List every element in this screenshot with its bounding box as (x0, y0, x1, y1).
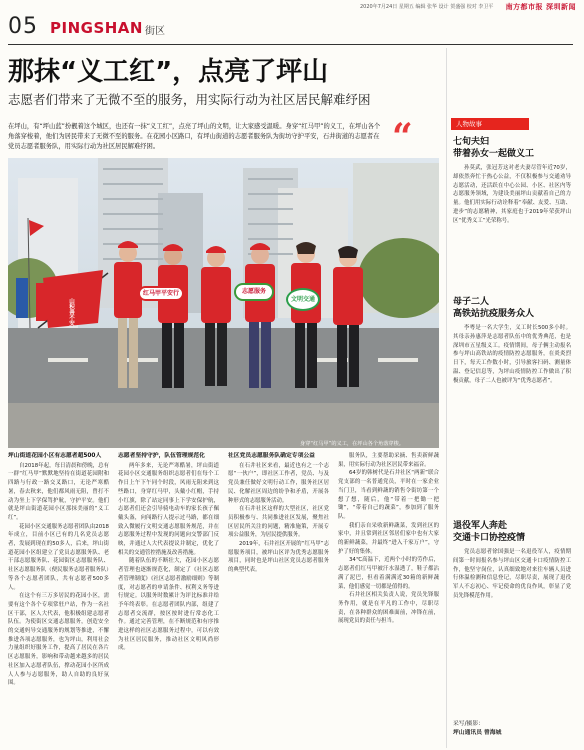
photo-sign-1: 红马甲平安行 (138, 286, 184, 301)
article-paragraph: 两年多来，无论严寒酷暑，坪山街道花园小区交通服务组织志愿者们在每个工作日上午下午同个时段，风雨无阻来到这些路口，身穿红马甲，头戴小红帽，手持小红旗，除了站定同事上下学安保护航，志愿者们还会引导骑电动车的家长孩子佩戴头盔，向闯路行人提示过马路，都在细致入微履行文明交通志愿服务规范，并在志愿服务过程中发现的问题向交警部门反映，并通过人大代表提议并制定，优化了相关的交通管控措施及改善措施。 (118, 462, 219, 556)
story-title-3 (453, 520, 525, 544)
page-category: 街区 (145, 26, 165, 37)
article-paragraph: 随着队伍的不断壮大，花园小区志愿者管理也逐渐规范化，制定了《社区志愿者管理制度》《社区志愿者激励细则》等制度，对志愿者的申请条件、权利义务等进行规定。以服务时数累计为评比标准并给予年终表彰。在志愿者团队内部，组建了志愿者交流群，按区按时进行常态化工作。通过完善管理，在不断规范和有序推进这样的社区志愿服务过程中，可以有效为社区居民服务，推动社区文明风尚形成。 (118, 558, 219, 652)
byline-name: 坪山通讯员 曾海城 (453, 730, 502, 736)
story-paragraph: 孙莫武，张冠芳这对老夫妻尽管年近70岁，却依然奔忙于热心公益，不仅积极参与交通劝导志愿活动，还活跃在中心公园、小区、社区内等志愿服务领域，为建设美丽坪山贡献着自己的力量。他们用实际行动诠释着“奉献、友爱、互助、进步”的志愿精神，其家庭也于2019年荣获坪山区“优秀义工”光荣称号。 (453, 165, 571, 224)
story-title-line: 退役军人奔赴 (453, 521, 508, 531)
story-body-3 (453, 548, 571, 718)
lead-paragraph: 在坪山，有“坪山蓝”扮靓着这个城区，也还有一抹“义工红”，点亮了坪山的文明，让大家感受温暖。身穿“红马甲”的义工，在坪山各个角落穿梭着，他们为居民带来了无微不至的服务。在花园小区路口，有坪山街道的志愿者服务队为街坊守护平安，石井街道的志愿者在党员志愿者服务队，用实际行动为社区居民解难纾困。 (8, 123, 381, 150)
article-paragraph: 2019年，石井社区开展的“红马甲”志愿服务项目，被坪山区评为优秀志愿服务项目，同时也是坪山社区党员志愿者服务的典型代表。 (228, 541, 329, 574)
section-heading: 志愿者坚持守护，队伍管理规范化 (118, 453, 205, 459)
article-column-4 (338, 452, 439, 744)
article-body (8, 452, 439, 744)
story-paragraph: 李粤是一名大学生，义工时长500多小时。其母亲孙惠萍是志愿者队伍中的优秀典范，也是深圳市五星级义工。疫情期间，母子俩主动报名参与坪山高铁站的疫情防控志愿服务，在炎炎烈日下，每天工作数小时，引导旅客扫码、测量体温、登记信息等，为坪山疫情防控工作做出了积极贡献，母子二人也被评为“优秀志愿者”。 (453, 325, 571, 384)
page-meta: 2020年7月24日 星期五 编辑 张华 设计 贺盛强 校对 李卫平 (360, 4, 494, 10)
article-paragraph: 服务队，主要帮助采摘、售卖新鲜蔬果，用实际行动为社区居民带来福音。 (338, 453, 439, 468)
story-title-line: 七旬夫妇 (453, 137, 490, 147)
section-heading: 社区党员志愿服务队确定专项公益 (228, 453, 315, 459)
sidebar-people-stories (446, 48, 576, 748)
article-paragraph: 在这个有三万多居民的花园小区，需要有这个各个专项常驻户站，作为一名社区干部，区人大代表，他积极组建志愿者队伍。为使街区交通志愿服务，创造安全的交通妈导交通服务的规划等推进，不懈推进各项志愿服务，也为坪山，利用社会力量组织好服务工作，提高了居民在各片区志愿服务，影响和带动越来越多的居民社区加入志愿者队伍，撑动花园小区所成人人参与志愿服务，助人自助的良好氛围。 (8, 593, 109, 687)
volunteers-photo (8, 158, 439, 448)
subtitle: 志愿者们带来了无微不至的服务，用实际行动为社区居民解难纾困 (8, 92, 371, 107)
header-rule (8, 44, 573, 45)
article-paragraph: 64岁的韩树代是石井社区“两新”联合党支部的一名普通党员，平时在一家企业当门卫，当看到鲜蔬的销售令街坊第一个想了想，随后，他“带着一把锄一把锄”，“带着自己的蔬菜”，参加到了服务队。 (338, 470, 439, 520)
byline (453, 720, 501, 738)
article-paragraph: 花园小区交通服务志愿者团队由2018年成立，目前小区已有的几名党员志愿者，发展到现在的50多人，后来，坪山街道花园小区组建立了党员志愿服务队、老干部志愿服务队、花园街区志愿服务队、社区志愿服务队（便民服务志愿者服务队）等各个志愿者团队，共有志愿者500多人。 (8, 523, 109, 591)
story-title-1 (453, 136, 534, 160)
photo-sign-3: 文明交通 (286, 288, 320, 311)
article-paragraph: 在石井社区来看，最近也有之一个志愿“一伙户”，即社区工作者，党员、与及党员兼任做好文明行动工作，服务社区居民、化解社区周边的纷争和矛盾，开展各种形式的志愿服务活动。 (228, 462, 329, 504)
photo-sign-2: 志愿服务 (234, 283, 274, 301)
story-title-line: 高铁站抗疫服务众人 (453, 309, 535, 319)
masthead: 南方都市报 深圳新闻 (505, 3, 576, 11)
story-paragraph: 党员志愿者徐国强是一名退役军人，疫情期间第一时间报名参与坪山区交通卡口疫情防控工作，他坚守岗位，认真细致地对来往车辆人员进行体温检测和信息登记，尽职尽责，展现了退役军人不忘初心、牢记使命的优良作风，彰显了党员先锋模范作用。 (453, 549, 571, 599)
photo-sign-4: 山积善不安 (68, 298, 74, 326)
byline-label: 采写/摄影： (453, 721, 484, 727)
headline: 那抹“义工红”，点亮了坪山 (8, 57, 329, 87)
story-body-2 (453, 324, 571, 524)
article-paragraph: 我们亲自采收新鲜蔬菜，发到社区的家中，并且常到社区邻居们家中也有大家的新鲜蔬菜，并最终“进入千家万户”，守护了好的集体。 (338, 522, 439, 555)
story-body-1 (453, 164, 571, 294)
article-paragraph: 石井社区相关负责人说，党员先锋服务作用，就是在平凡的工作中，尽职尽责，在各种群众的困难面前，冲锋在前，展现党员的责任与担当。 (338, 592, 439, 625)
page-section-name: PINGSHAN (50, 19, 143, 37)
story-title-line: 母子二人 (453, 297, 490, 307)
article-column-3 (228, 452, 329, 744)
article-column-2 (118, 452, 219, 744)
article-column-1 (8, 452, 109, 744)
quote-mark: “ (392, 116, 413, 158)
article-paragraph: 34℃高温下，近两个小时的劳作后，志愿者们红马甲被汗水湿透了，鞋子都沾满了泥巴，但看着满满近30箱的新鲜蔬菜，他们感觉一切都是值得的。 (338, 557, 439, 590)
page-number: 05 (8, 14, 38, 39)
story-title-2 (453, 296, 534, 320)
section-heading: 坪山街道花园小区有志愿者超500人 (8, 453, 102, 459)
sidebar-section-tag: 人物故事 (451, 118, 529, 130)
story-title-line: 带着孙女一起做义工 (453, 149, 535, 159)
article-paragraph: 自2018年起，每日清晨和傍晚，总有一群“红马甲”默默地坚持在街道花园附和四路与行政一路交叉路口，无论严寒酷暑，春去秋来，他们都风雨无阻，曾打不动为坐上下学保驾护航，守护平安。他们就是坪山街道花园小区那抹美丽的“义工红”。 (8, 462, 109, 521)
article-paragraph: 在石井社区这样的大型社区，社区党员积极参与、共同推进社区发展，聚焦社区居民所关注的问题，精准施策，开展专项公益服务，为居民提供服务。 (228, 506, 329, 539)
photo-caption: 身穿“红马甲”的义工，在坪山各个角落穿梭。 (300, 441, 404, 447)
story-title-line: 交通卡口协控疫情 (453, 533, 526, 543)
